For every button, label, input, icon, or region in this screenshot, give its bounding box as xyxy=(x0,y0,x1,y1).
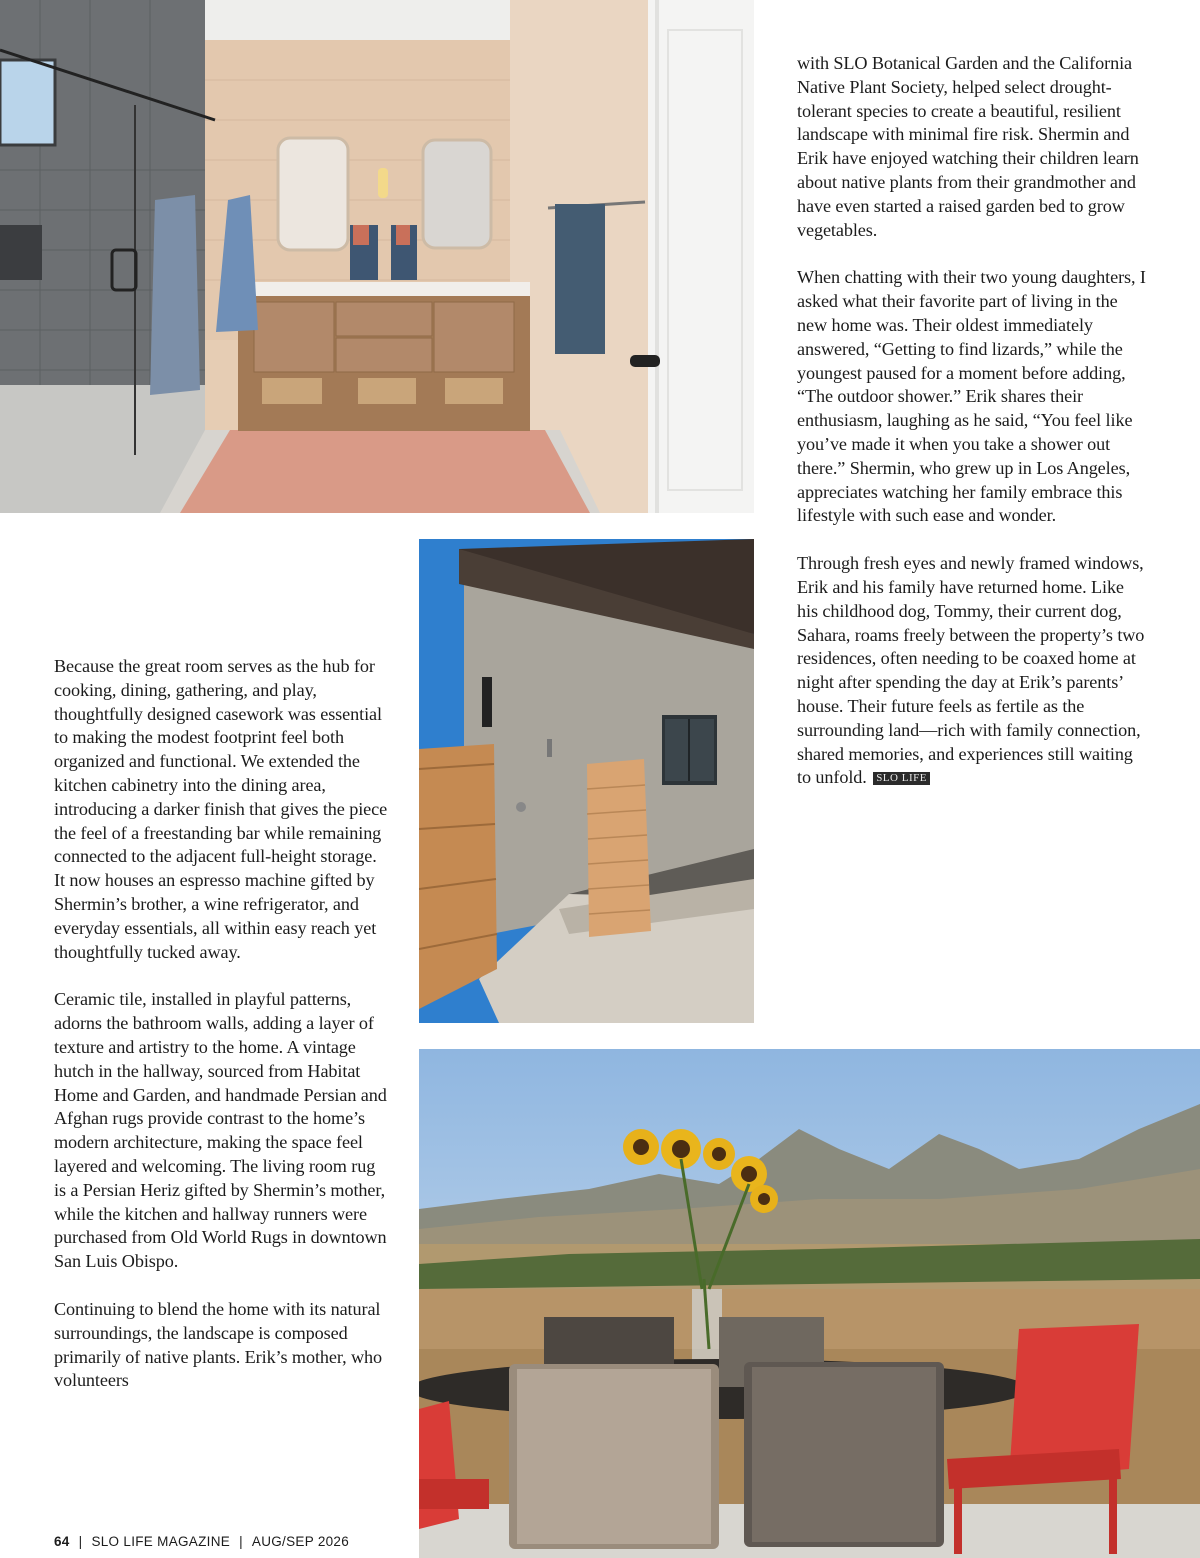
footer-separator: | xyxy=(239,1534,243,1549)
page-footer xyxy=(54,1534,349,1549)
body-paragraph: When chatting with their two young daughters, I asked what their favorite part of living in the new home was. Their oldest immediately answered, “Getting to find lizards,” while the youngest paused for a moment before adding, “The outdoor shower.” Erik shares their enthusiasm, laughing as he said, “You feel like you’ve made it when you take a shower out there.” Shermin, who grew up in Los Angeles, appreciates watching her family embrace this lifestyle with such ease and wonder. xyxy=(797,267,1146,526)
body-paragraph: Continuing to blend the home with its natural surroundings, the landscape is composed primarily of native plants. Erik’s mother, who volunteers xyxy=(54,1298,383,1391)
right-text-column xyxy=(797,52,1147,790)
publication-name: SLO LIFE MAGAZINE xyxy=(91,1534,231,1549)
patio-landscape-photo xyxy=(419,1049,1200,1558)
body-paragraph: Ceramic tile, installed in playful patterns, adorns the bathroom walls, adding a layer of texture and artistry to the home. A vintage hutch in the hallway, sourced from Habitat Home and Garden, and handmade Persian and Afghan rugs provide contrast to the home’s modern architecture, making the space feel layered and welcoming. The living room rug is a Persian Heriz gifted by Shermin’s mother, while the kitchen and hallway runners were purchased from Old World Rugs in downtown San Luis Obispo. xyxy=(54,989,387,1272)
left-text-column xyxy=(54,655,389,1393)
body-paragraph-text: Through fresh eyes and newly framed windows, Erik and his family have returned home. Like his childhood dog, Tommy, their current dog, Sahara, roams freely between the property’s two residences, often needing to be coaxed home at night after spending the day at Erik’s parents’ house. Their future feels as fertile as the surrounding land—rich with family connection, shared memories, and experiences still waiting to unfold. xyxy=(797,553,1145,788)
page-number: 64 xyxy=(54,1534,70,1549)
end-mark-logo: SLO LIFE xyxy=(873,772,930,785)
bathroom-photo xyxy=(0,0,754,513)
body-paragraph: Because the great room serves as the hub for cooking, dining, gathering, and play, thoughtfully designed casework was essential to making the modest footprint feel both organized and functional. We extended the kitchen cabinetry into the dining area, introducing a darker finish that gives the piece the feel of a freestanding bar while remaining connected to the adjacent full-height storage. It now houses an espresso machine gifted by Shermin’s brother, a wine refrigerator, and everyday essentials, all within easy reach yet thoughtfully tucked away. xyxy=(54,656,388,962)
outdoor-shower-photo xyxy=(419,539,754,1023)
body-paragraph: with SLO Botanical Garden and the California Native Plant Society, helped select drought-tolerant species to create a beautiful, resilient landscape with minimal fire risk. Shermin and Erik have enjoyed watching their children learn about native plants from their grandmother and have even started a raised garden bed to grow vegetables. xyxy=(797,53,1139,240)
issue-date: AUG/SEP 2026 xyxy=(251,1534,350,1549)
footer-separator: | xyxy=(78,1534,83,1549)
body-paragraph-final xyxy=(797,552,1147,790)
